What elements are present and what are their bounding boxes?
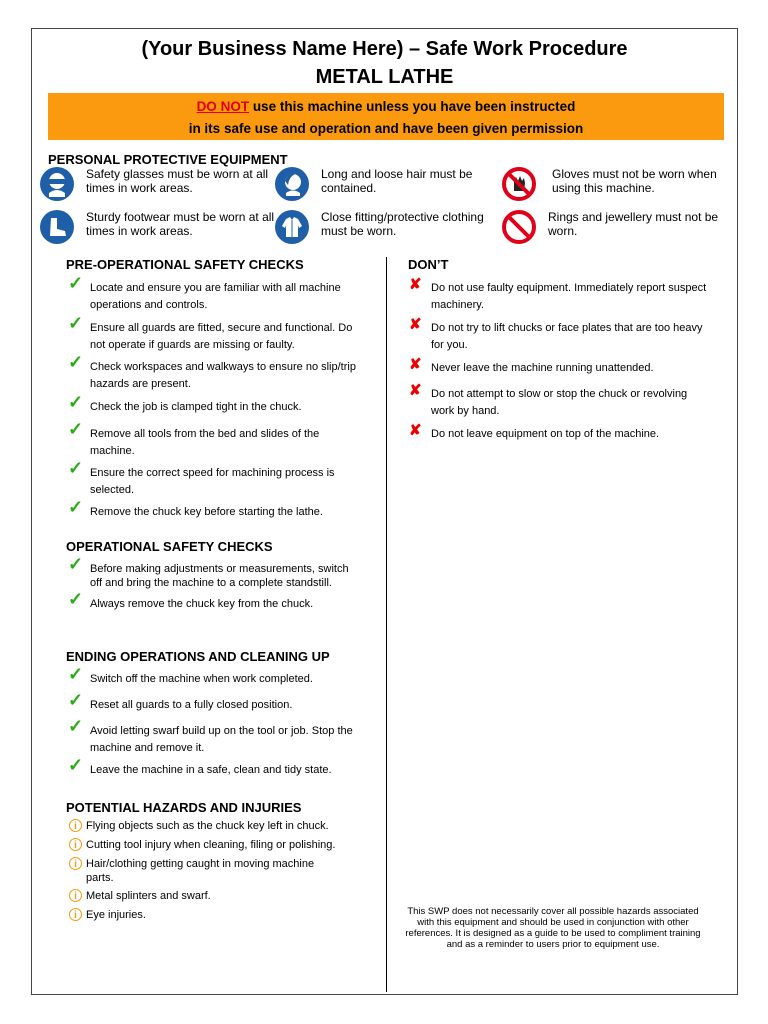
safe-work-procedure-page bbox=[31, 28, 738, 995]
check-icon: ✓ bbox=[68, 458, 84, 478]
info-icon: i bbox=[69, 889, 82, 902]
do-not-text: DO NOT bbox=[196, 99, 250, 114]
cross-icon: ✘ bbox=[409, 276, 422, 293]
ppe-item bbox=[502, 167, 732, 207]
list-item: ✓ Remove all tools from the bed and slides of the machine. bbox=[68, 419, 320, 457]
cross-icon: ✘ bbox=[409, 382, 422, 399]
disclaimer-note: This SWP does not necessarily cover all possible hazards associated with this equipment and should be used in conjunction with other references. It is designed as a guide to be used to compliment training and as a reminder to users prior to equipment use. bbox=[405, 906, 701, 950]
banner-line1: use this machine unless you have been instructed bbox=[249, 99, 576, 114]
page-title: (Your Business Name Here) – Safe Work Procedure bbox=[141, 38, 628, 60]
check-icon: ✓ bbox=[68, 716, 84, 736]
operational-list bbox=[66, 554, 351, 613]
check-icon: ✓ bbox=[68, 589, 84, 609]
dont-list bbox=[407, 276, 707, 443]
list-item: ✓ Check workspaces and walkways to ensure no slip/trip hazards are present. bbox=[68, 352, 356, 390]
ppe-text: Rings and jewellery must not be worn. bbox=[548, 210, 719, 238]
ppe-item bbox=[40, 210, 275, 250]
hazards-title: POTENTIAL HAZARDS AND INJURIES bbox=[66, 800, 302, 815]
ppe-text: Long and loose hair must be contained. bbox=[321, 167, 473, 195]
check-icon: ✓ bbox=[68, 554, 84, 574]
info-icon: i bbox=[69, 857, 82, 870]
banner-line2: in its safe use and operation and have been given permission bbox=[188, 121, 584, 136]
check-icon: ✓ bbox=[68, 664, 84, 684]
check-icon: ✓ bbox=[68, 273, 84, 293]
info-icon: i bbox=[69, 819, 82, 832]
list-item: ✓ Locate and ensure you are familiar with all machine operations and controls. bbox=[68, 273, 341, 311]
ppe-text: Safety glasses must be worn at all times in work areas. bbox=[86, 167, 269, 195]
list-item: i Metal splinters and swarf. bbox=[66, 889, 336, 903]
ppe-item bbox=[275, 210, 505, 250]
column-divider bbox=[386, 257, 387, 992]
list-item: ✘ Do not try to lift chucks or face plates that are too heavy for you. bbox=[409, 316, 703, 351]
list-item: ✘ Do not leave equipment on top of the machine. bbox=[409, 422, 660, 440]
list-item: ✓ Before making adjustments or measurements, switch off and bring the machine to a complete standstill. bbox=[68, 554, 349, 589]
info-icon: i bbox=[69, 908, 82, 921]
hair-icon bbox=[275, 167, 309, 201]
check-icon: ✓ bbox=[68, 419, 84, 439]
protective-clothing-icon bbox=[275, 210, 309, 244]
list-item: ✘ Do not attempt to slow or stop the chuck or revolving work by hand. bbox=[409, 382, 688, 417]
hazards-list bbox=[66, 819, 336, 922]
operational-title: OPERATIONAL SAFETY CHECKS bbox=[66, 539, 273, 554]
info-icon: i bbox=[69, 838, 82, 851]
list-item: ✓ Reset all guards to a fully closed position. bbox=[68, 690, 293, 711]
list-item: i Eye injuries. bbox=[66, 908, 336, 922]
list-item: ✓ Avoid letting swarf build up on the tool or job. Stop the machine and remove it. bbox=[68, 716, 353, 754]
list-item: ✓ Ensure all guards are fitted, secure and functional. Do not operate if guards are missing or faulty. bbox=[68, 313, 353, 351]
list-item: ✘ Do not use faulty equipment. Immediately report suspect machinery. bbox=[409, 276, 707, 311]
check-icon: ✓ bbox=[68, 690, 84, 710]
cross-icon: ✘ bbox=[409, 356, 422, 373]
no-rings-icon bbox=[502, 210, 536, 244]
list-item: i Hair/clothing getting caught in moving machine parts. bbox=[66, 857, 336, 885]
cross-icon: ✘ bbox=[409, 316, 422, 333]
ppe-item bbox=[275, 167, 505, 207]
list-item: ✓ Ensure the correct speed for machining process is selected. bbox=[68, 458, 335, 496]
machine-name: METAL LATHE bbox=[315, 66, 454, 88]
safety-glasses-icon bbox=[40, 167, 74, 201]
list-item: i Cutting tool injury when cleaning, filing or polishing. bbox=[66, 838, 336, 852]
warning-banner bbox=[48, 93, 724, 140]
pre-operational-list bbox=[66, 273, 366, 521]
pre-operational-title: PRE-OPERATIONAL SAFETY CHECKS bbox=[66, 257, 304, 272]
ppe-title: PERSONAL PROTECTIVE EQUIPMENT bbox=[48, 152, 288, 167]
list-item: ✓ Always remove the chuck key from the chuck. bbox=[68, 589, 314, 610]
list-item: i Flying objects such as the chuck key left in chuck. bbox=[66, 819, 336, 833]
check-icon: ✓ bbox=[68, 313, 84, 333]
list-item: ✓ Switch off the machine when work completed. bbox=[68, 664, 313, 685]
list-item: ✓ Remove the chuck key before starting the lathe. bbox=[68, 497, 323, 518]
no-gloves-icon bbox=[502, 167, 536, 201]
list-item: ✓ Leave the machine in a safe, clean and tidy state. bbox=[68, 755, 332, 776]
dont-title: DON’T bbox=[408, 257, 449, 272]
ppe-text: Sturdy footwear must be worn at all times in work areas. bbox=[86, 210, 275, 238]
check-icon: ✓ bbox=[68, 497, 84, 517]
list-item: ✘ Never leave the machine running unattended. bbox=[409, 356, 654, 374]
check-icon: ✓ bbox=[68, 755, 84, 775]
ppe-item bbox=[502, 210, 732, 250]
safety-boots-icon bbox=[40, 210, 74, 244]
ppe-text: Close fitting/protective clothing must be worn. bbox=[321, 210, 484, 238]
ending-list bbox=[66, 664, 366, 779]
cross-icon: ✘ bbox=[409, 422, 422, 439]
check-icon: ✓ bbox=[68, 392, 84, 412]
ppe-text: Gloves must not be worn when using this machine. bbox=[552, 167, 717, 195]
ppe-item bbox=[40, 167, 270, 207]
check-icon: ✓ bbox=[68, 352, 84, 372]
list-item: ✓ Check the job is clamped tight in the chuck. bbox=[68, 392, 302, 413]
ending-title: ENDING OPERATIONS AND CLEANING UP bbox=[66, 649, 330, 664]
